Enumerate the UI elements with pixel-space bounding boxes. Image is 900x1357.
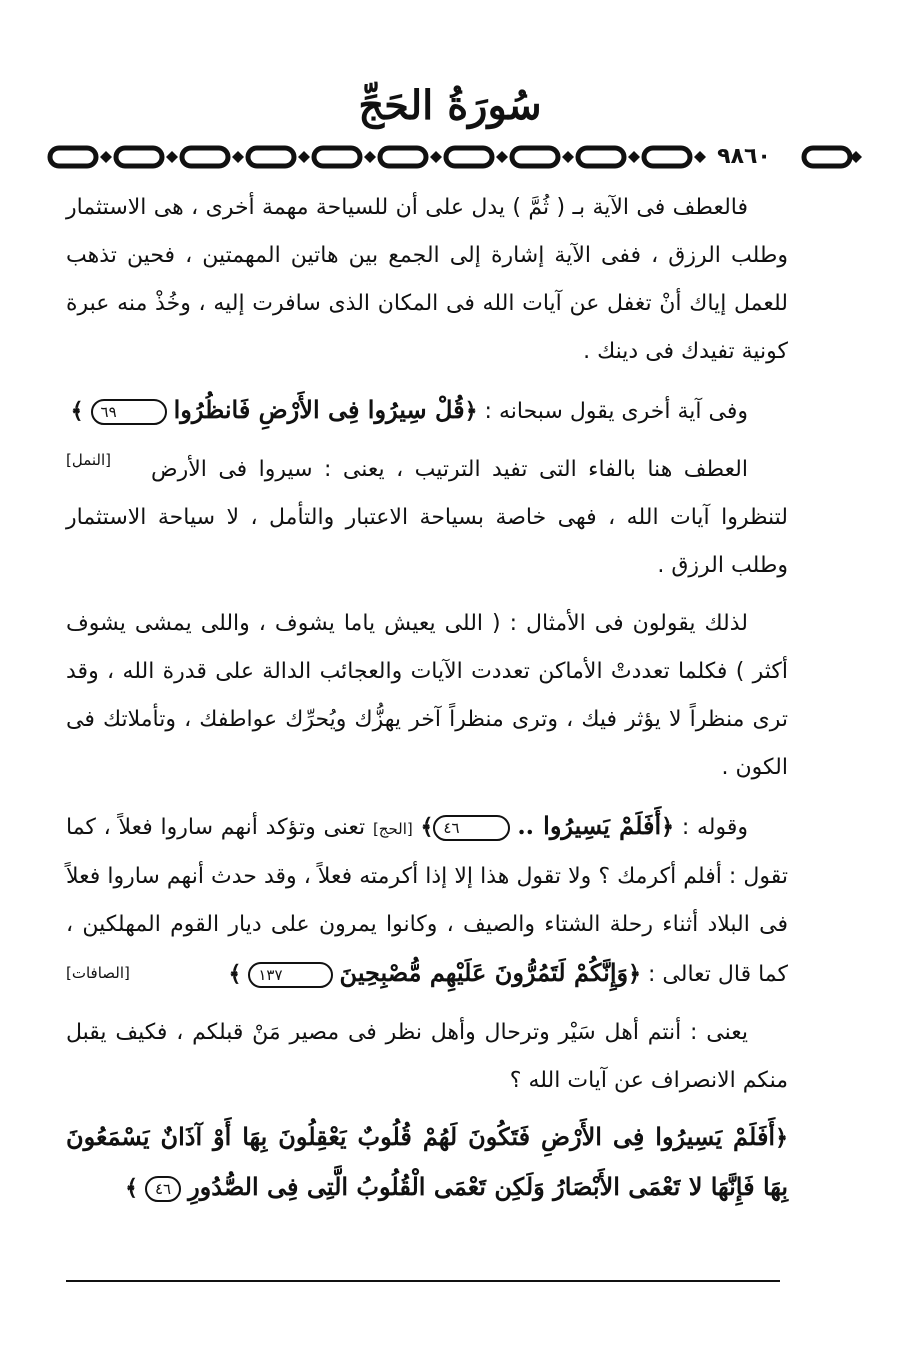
paragraph-text: فالعطف فى الآية بـ ( ثُمَّ ) يدل على أن للسياحة مهمة أخرى ، هى الاستثمار وطلب الرزق ، ففى الآية إشارة إلى الجمع بين هاتين المهمتين ، فحين تذهب للعمل إياك أنْ تغفل عن آيات الله فى المكان الذى سافرت إليه ، وخُذْ منه عبرة كونية تفيدك فى دينك .: [66, 195, 788, 364]
footer-divider: [66, 1280, 780, 1282]
close-quran-bracket: ﴾: [228, 961, 242, 987]
open-quran-bracket: ﴿: [464, 398, 478, 424]
quran-verse: أَفَلَمْ يَسِيرُوا ..: [517, 811, 662, 840]
surah-reference: [الحج]: [372, 820, 413, 838]
quran-verse: أَفَلَمْ يَسِيرُوا فِى الأَرْضِ فَتَكُونَ لَهُمْ قُلُوبٌ يَعْقِلُونَ بِهَا أَوْ آذَانٌ يَسْمَعُونَ بِهَا فَإِنَّهَا لا تَعْمَى الأَبْصَارُ وَلَكِن تَعْمَى الْقُلُوبُ الَّتِى فِى الصُّدُورِ: [66, 1122, 788, 1201]
paragraph-text: لذلك يقولون فى الأمثال : ( اللى يعيش ياما يشوف ، واللى يمشى يشوف أكثر ) فكلما تعددتْ الأماكن تعددت الآيات والعجائب الدالة على قدرة الله ، وقد ترى منظراً لا يؤثر فيك ، وترى منظراً آخر يهزُّك ويُحرِّك عواطفك ، وتأملاتك فى الكون .: [66, 611, 788, 780]
quran-verse: قُلْ سِيرُوا فِى الأَرْضِ فَانظُرُوا: [173, 395, 465, 424]
close-quran-bracket: ﴾: [70, 398, 84, 424]
ayah-number: ٤٦: [433, 815, 509, 841]
paragraph-text: يعنى : أنتم أهل سَيْر وترحال وأهل نظر فى مصير مَنْ قبلكم ، فكيف يقبل منكم الانصراف عن آيات الله ؟: [66, 1020, 788, 1093]
surah-reference: [النمل]: [66, 451, 111, 469]
quran-verse: وَإِنَّكُمْ لَتَمُرُّونَ عَلَيْهِم مُّصْبِحِينَ: [339, 958, 629, 987]
paragraph-text: العطف هنا بالفاء التى تفيد الترتيب ، يعنى : سيروا فى الأرض لتنظروا آيات الله ، فهى خاصة بسياحة الاعتبار والتأمل ، لا سياحة الاستثمار وطلب الرزق .: [66, 457, 788, 578]
open-quran-bracket: ﴿: [775, 1125, 788, 1151]
paragraph-2: [66, 386, 788, 469]
ayah-number: ١٣٧: [248, 962, 332, 988]
paragraph-text: تعنى وتؤكد أنهم ساروا فعلاً ، كما تقول : أفلم أكرمك ؟ ولا تقول هذا إلا إذا أكرمته فعلاً ، وقد حدث أنهم ساروا فعلاً فى البلاد أثناء رحلة الشتاء والصيف ، وكانوا يمرون على ديار القوم المهلكين ، كما قال تعالى :: [66, 815, 788, 987]
main-text: [66, 184, 788, 1213]
ayah-number: ٤٦: [145, 1176, 181, 1202]
ayah-number: ٦٩: [91, 399, 167, 425]
paragraph-5: [66, 802, 788, 999]
surah-reference: [الصافات]: [66, 964, 130, 982]
close-quran-bracket: ﴾: [125, 1175, 138, 1201]
paragraph-4: [66, 600, 788, 792]
paragraph-lead: وفى آية أخرى يقول سبحانه :: [484, 399, 748, 424]
open-quran-bracket: ﴿: [661, 814, 675, 840]
paragraph-6: [66, 1009, 788, 1105]
surah-title: سُورَةُ الحَجِّ: [358, 82, 542, 129]
closing-verse: [66, 1113, 788, 1213]
paragraph-1: [66, 184, 788, 376]
page-number: ٩٨٦٠: [712, 142, 776, 172]
paragraph-3: [66, 446, 788, 590]
open-quran-bracket: ﴿: [628, 961, 642, 987]
paragraph-lead: وقوله :: [681, 815, 749, 840]
close-quran-bracket: ﴾: [420, 814, 434, 840]
